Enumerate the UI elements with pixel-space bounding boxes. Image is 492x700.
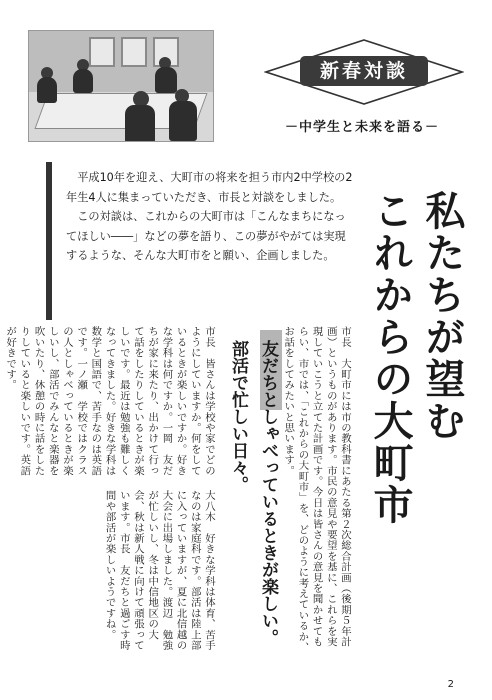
title-badge <box>264 38 464 106</box>
page-number: 2 <box>447 679 454 690</box>
intro-box <box>46 162 356 320</box>
page-subtitle: －中学生と未来を語る－ <box>284 120 439 135</box>
body-column-left-top: 市長 皆さんは学校や家でどのようにしていますか。何をしているときが楽しいですか。好きな学科は何ですか。一岡 友だちが家に来たり、出かけて行って話をしたりしているときが楽しいです。最近は勉強も難しくなってきました。好きな学科は数学と国語で、苦手なのは英語です。一ノ瀬 学校ではクラスの人としゃべっているときが楽しいし、部活でみんなと楽器を吹いたり、休憩の時に話をしたりしていると楽しいです。英語が好きです。 <box>4 326 215 476</box>
body-column-left-bottom: 大八木 好きな学科は体育、苦手なのは家庭科です。部活は陸上部に入っていますが、夏に北信越の大会に出場しました。渡辺 勉強が忙しいし、冬は中信地区の大会、秋は新人戦に向けて頑張っています。市長 友だちと過ごす時間や部活が楽しいようですね。 <box>103 490 215 651</box>
body-column-right: 市長 大町市には市の教科書にあたる第２次総合計画（後期５年計画）というものがあります。市民の意見や要望を基に、これらを実現していこうと立てた計画です。今日は皆さんの意見を聞かせてもらい、市では、「これからの大町市」を、どのように考えているか、お話をしてみたいと思います。 <box>282 326 351 653</box>
page-title <box>364 190 468 660</box>
meeting-photo <box>28 30 214 142</box>
intro-paragraph-2: この対談は、これからの大町市は「こんなまちになってほしい――」などの夢を語り、この夢がやがては実現するような、そんな大町市をと願い、企画しました。 <box>66 210 346 262</box>
title-line-2: これからの大町市 <box>367 190 414 526</box>
title-line-1: 私たちが望む <box>419 190 466 442</box>
headline-line-2: 部活で忙しい日々。 <box>228 340 248 493</box>
intro-paragraph-1: 平成10年を迎え、大町市の将来を担う市内2中学校の2年生4人に集まっていただき、市長と対談をしました。 <box>66 171 353 204</box>
headline-line-1: 友だちとしゃべっているときが楽しい。 <box>258 340 278 646</box>
badge-title: 新春対談 <box>300 56 428 86</box>
